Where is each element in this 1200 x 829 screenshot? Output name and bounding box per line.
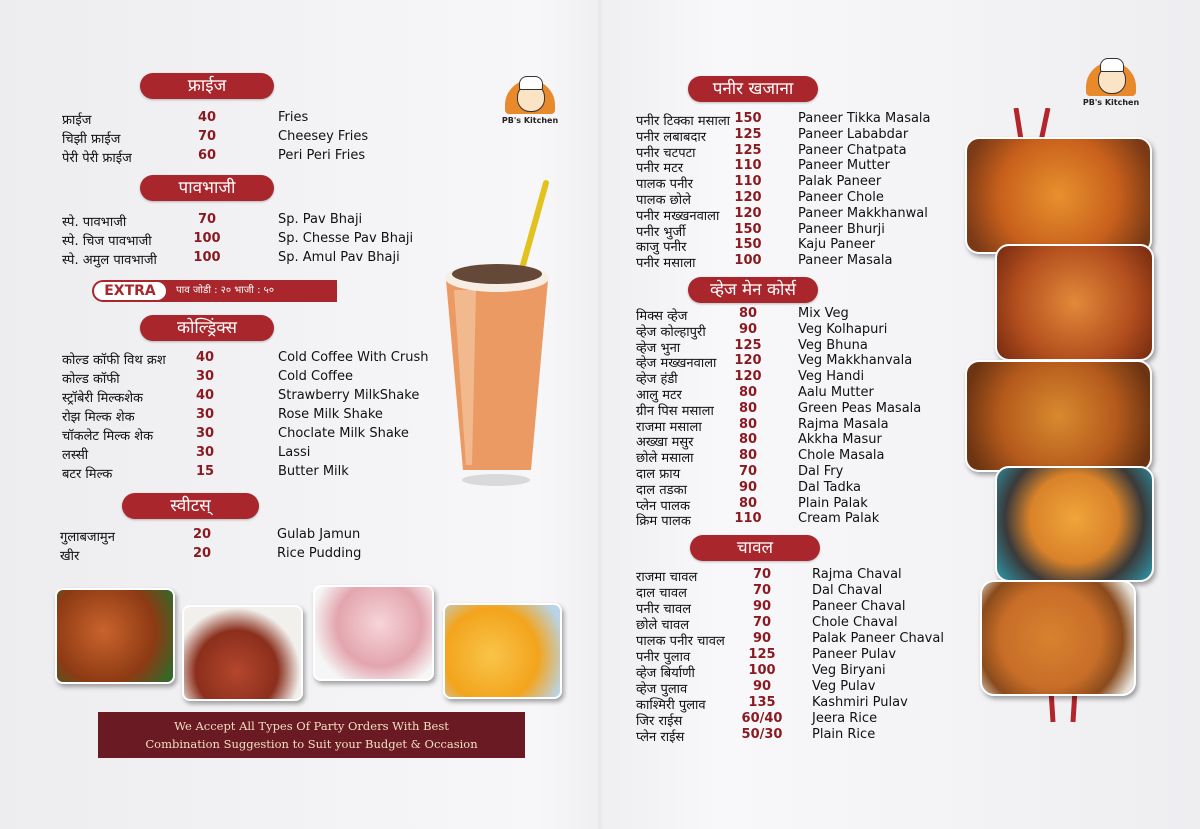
item-price: 90 xyxy=(738,321,758,337)
item-price: 100 xyxy=(193,231,221,246)
item-name-english: Dal Fry xyxy=(798,463,844,479)
item-name-hindi: क्रिम पालक xyxy=(636,514,691,530)
item-name-english: Palak Paneer xyxy=(798,174,882,190)
item-name-english: Choclate Milk Shake xyxy=(278,426,409,441)
item-price: 135 xyxy=(748,695,776,710)
item-price: 100 xyxy=(193,250,221,265)
dal-photo xyxy=(995,466,1154,582)
item-price: 70 xyxy=(197,129,217,144)
rose-milk-photo xyxy=(313,585,434,681)
item-price: 80 xyxy=(738,448,758,464)
item-name-english: Dal Tadka xyxy=(798,479,861,495)
item-name-hindi: पालक पनीर xyxy=(636,177,693,193)
item-price: 125 xyxy=(734,142,762,158)
item-name-hindi: पनीर मख्खनवाला xyxy=(636,208,720,224)
item-price: 60/40 xyxy=(741,711,783,726)
item-name-english: Strawberry MilkShake xyxy=(278,388,420,403)
item-name-hindi: राजमा चावल xyxy=(636,570,698,585)
item-name-english: Veg Handi xyxy=(798,369,865,385)
paneer-heading: पनीर खजाना xyxy=(688,76,818,102)
item-price: 120 xyxy=(734,353,762,369)
item-price: 125 xyxy=(748,647,776,662)
item-price: 110 xyxy=(734,174,762,190)
item-name-hindi: काजु पनीर xyxy=(636,240,687,256)
item-name-english: Veg Makkhanvala xyxy=(798,353,913,369)
item-name-hindi: पनीर टिक्का मसाला xyxy=(636,114,731,129)
milkshake-glass-image xyxy=(436,180,566,490)
item-name-hindi: छोले मसाला xyxy=(636,451,694,467)
veg-dish-photo xyxy=(995,244,1154,361)
item-name-english: Rice Pudding xyxy=(277,546,362,561)
item-price: 80 xyxy=(738,432,758,448)
fries-heading: फ्राईज xyxy=(140,73,274,99)
logo-name: PB's Kitchen xyxy=(501,116,559,125)
item-name-english: Kaju Paneer xyxy=(798,237,876,253)
item-price: 30 xyxy=(195,369,215,384)
item-name-english: Paneer Chaval xyxy=(812,599,906,614)
item-price: 125 xyxy=(734,126,762,142)
item-name-hindi: स्पे. चिज पावभाजी xyxy=(62,234,152,249)
brand-logo xyxy=(497,80,563,130)
item-price: 40 xyxy=(195,350,215,365)
item-price: 80 xyxy=(738,306,758,321)
item-name-hindi: पनीर मटर xyxy=(636,161,684,177)
item-price: 80 xyxy=(738,495,758,511)
item-name-hindi: पनीर पुलाव xyxy=(636,650,691,665)
item-price: 90 xyxy=(752,599,772,614)
item-name-hindi: लस्सी xyxy=(62,448,89,463)
item-name-hindi: पालक पनीर चावल xyxy=(636,634,725,649)
item-name-english: Paneer Lababdar xyxy=(798,126,909,142)
item-price: 90 xyxy=(752,631,772,646)
item-name-hindi: छोले चावल xyxy=(636,618,690,633)
item-name-hindi: चॉकलेट मिल्क शेक xyxy=(62,429,154,444)
item-price: 80 xyxy=(738,400,758,416)
item-name-hindi: फ्राईज xyxy=(62,113,92,128)
item-name-hindi: आलु मटर xyxy=(636,387,682,403)
item-name-english: Palak Paneer Chaval xyxy=(812,631,944,646)
item-name-english: Mix Veg xyxy=(798,306,849,321)
item-price: 40 xyxy=(197,110,217,125)
banner-line-2: Combination Suggestion to Suit your Budget & Occasion xyxy=(145,737,478,751)
item-name-english: Chole Masala xyxy=(798,448,885,464)
item-name-hindi: कोल्ड कॉफी विथ क्रश xyxy=(62,353,166,368)
paneer-dish-photo xyxy=(965,137,1152,254)
item-price: 30 xyxy=(195,426,215,441)
item-price: 150 xyxy=(734,221,762,237)
item-name-hindi: स्पे. अमुल पावभाजी xyxy=(62,253,157,268)
item-price: 70 xyxy=(752,615,772,630)
item-price: 120 xyxy=(734,369,762,385)
item-name-english: Plain Palak xyxy=(798,495,868,511)
item-price: 150 xyxy=(734,237,762,253)
item-name-hindi: पनीर चावल xyxy=(636,602,692,617)
item-name-english: Paneer Pulav xyxy=(812,647,897,662)
item-name-english: Cold Coffee With Crush xyxy=(278,350,429,365)
item-name-english: Rajma Masala xyxy=(798,416,889,432)
item-price: 80 xyxy=(738,416,758,432)
item-name-hindi: बटर मिल्क xyxy=(62,467,113,482)
item-name-english: Green Peas Masala xyxy=(798,400,922,416)
item-price: 70 xyxy=(197,212,217,227)
item-name-english: Gulab Jamun xyxy=(277,527,361,542)
item-name-english: Fries xyxy=(278,110,309,125)
brand-logo-right xyxy=(1078,62,1144,112)
item-name-english: Peri Peri Fries xyxy=(278,148,366,163)
item-name-hindi: पेरी पेरी फ्राईज xyxy=(62,151,132,166)
item-name-hindi: प्लेन पालक xyxy=(636,498,690,514)
page-fold xyxy=(598,0,604,829)
item-name-english: Dal Chaval xyxy=(812,583,883,598)
item-name-hindi: पनीर चटपटा xyxy=(636,145,696,161)
colddrinks-heading: कोल्ड्रिंक्स xyxy=(140,315,274,341)
item-name-english: Paneer Masala xyxy=(798,253,893,269)
item-price: 40 xyxy=(195,388,215,403)
item-name-hindi: ग्रीन पिस मसाला xyxy=(636,403,714,419)
item-name-english: Lassi xyxy=(278,445,311,460)
item-name-hindi: पनीर लबाबदार xyxy=(636,129,707,145)
veg-heading: व्हेज मेन कोर्स xyxy=(688,277,818,303)
rice-heading: चावल xyxy=(690,535,820,561)
extra-label: EXTRA xyxy=(94,282,166,300)
item-name-hindi: व्हेज कोल्हापुरी xyxy=(636,324,706,340)
item-price: 70 xyxy=(752,583,772,598)
item-price: 50/30 xyxy=(741,727,783,742)
item-name-english: Sp. Pav Bhaji xyxy=(278,212,363,227)
item-name-english: Paneer Mutter xyxy=(798,158,890,174)
item-name-english: Paneer Makkhanwal xyxy=(798,205,928,221)
item-name-hindi: काश्मिरी पुलाव xyxy=(636,698,706,713)
item-price: 90 xyxy=(752,679,772,694)
extra-strip xyxy=(92,280,337,302)
party-orders-banner xyxy=(98,712,525,758)
item-price: 100 xyxy=(748,663,776,678)
extra-text: पाव जोडी : २० भाजी : ५० xyxy=(176,285,275,296)
item-name-english: Sp. Amul Pav Bhaji xyxy=(278,250,400,265)
item-price: 110 xyxy=(734,158,762,174)
item-name-english: Akkha Masur xyxy=(798,432,882,448)
logo-name-right: PB's Kitchen xyxy=(1082,98,1140,107)
pav-bhaji-photo xyxy=(182,605,303,701)
item-price: 120 xyxy=(734,205,762,221)
item-name-english: Butter Milk xyxy=(278,464,349,479)
item-name-hindi: मिक्स व्हेज xyxy=(636,309,688,324)
item-price: 110 xyxy=(734,511,762,527)
item-name-english: Plain Rice xyxy=(812,727,876,742)
item-name-hindi: चिझी फ्राईज xyxy=(62,132,121,147)
sweets-heading: स्वीटस् xyxy=(122,493,259,519)
pavbhaji-heading: पावभाजी xyxy=(140,175,274,201)
item-name-english: Paneer Chatpata xyxy=(798,142,907,158)
item-name-hindi: दाल चावल xyxy=(636,586,687,601)
veg-handi-photo xyxy=(965,360,1152,472)
lassi-photo xyxy=(443,603,562,699)
item-name-hindi: दाल तडका xyxy=(636,482,687,498)
item-price: 150 xyxy=(734,111,762,126)
item-price: 90 xyxy=(738,479,758,495)
item-price: 120 xyxy=(734,189,762,205)
item-name-english: Kashmiri Pulav xyxy=(812,695,908,710)
item-price: 70 xyxy=(752,567,772,582)
item-price: 30 xyxy=(195,407,215,422)
item-name-hindi: व्हेज मख्खनवाला xyxy=(636,356,717,372)
item-name-english: Veg Kolhapuri xyxy=(798,321,888,337)
item-name-hindi: कोल्ड कॉफी xyxy=(62,372,120,387)
item-name-english: Veg Bhuna xyxy=(798,337,868,353)
item-name-english: Rose Milk Shake xyxy=(278,407,383,422)
biryani-photo xyxy=(980,580,1136,696)
item-name-hindi: गुलाबजामुन xyxy=(60,530,115,545)
item-name-hindi: दाल फ्राय xyxy=(636,466,681,482)
item-name-hindi: पालक छोले xyxy=(636,192,691,208)
item-name-hindi: पनीर मसाला xyxy=(636,256,696,272)
item-name-english: Cream Palak xyxy=(798,511,880,527)
item-name-english: Veg Biryani xyxy=(812,663,886,678)
item-name-hindi: प्लेन राईस xyxy=(636,730,685,745)
item-name-hindi: जिर राईस xyxy=(636,714,683,729)
item-name-hindi: स्ट्रॉबेरी मिल्कशेक xyxy=(62,391,144,406)
item-name-english: Sp. Chesse Pav Bhaji xyxy=(278,231,414,246)
item-name-english: Jeera Rice xyxy=(812,711,878,726)
item-price: 100 xyxy=(734,253,762,269)
item-name-english: Aalu Mutter xyxy=(798,384,874,400)
item-price: 20 xyxy=(192,546,212,561)
item-name-hindi: राजमा मसाला xyxy=(636,419,702,435)
item-name-hindi: व्हेज भुना xyxy=(636,340,681,356)
fries-photo xyxy=(55,588,175,684)
item-price: 30 xyxy=(195,445,215,460)
banner-line-1: We Accept All Types Of Party Orders With Best xyxy=(174,719,449,733)
item-price: 125 xyxy=(734,337,762,353)
item-name-english: Chole Chaval xyxy=(812,615,898,630)
item-name-english: Paneer Chole xyxy=(798,189,884,205)
item-name-english: Cheesey Fries xyxy=(278,129,369,144)
item-name-english: Rajma Chaval xyxy=(812,567,902,582)
item-name-hindi: स्पे. पावभाजी xyxy=(62,215,127,230)
item-price: 80 xyxy=(738,384,758,400)
item-name-english: Paneer Tikka Masala xyxy=(798,111,931,126)
item-price: 60 xyxy=(197,148,217,163)
item-price: 20 xyxy=(192,527,212,542)
item-price: 15 xyxy=(195,464,215,479)
item-name-hindi: रोझ मिल्क शेक xyxy=(62,410,135,425)
item-name-hindi: पनीर भुर्जी xyxy=(636,224,686,240)
item-name-hindi: व्हेज पुलाव xyxy=(636,682,688,697)
item-name-hindi: व्हेज हंडी xyxy=(636,372,678,388)
item-name-hindi: खीर xyxy=(60,549,80,564)
item-name-hindi: व्हेज बिर्याणी xyxy=(636,666,695,681)
item-name-english: Veg Pulav xyxy=(812,679,876,694)
item-name-english: Paneer Bhurji xyxy=(798,221,885,237)
item-name-hindi: अख्खा मसुर xyxy=(636,435,694,451)
item-name-english: Cold Coffee xyxy=(278,369,354,384)
item-price: 70 xyxy=(738,463,758,479)
